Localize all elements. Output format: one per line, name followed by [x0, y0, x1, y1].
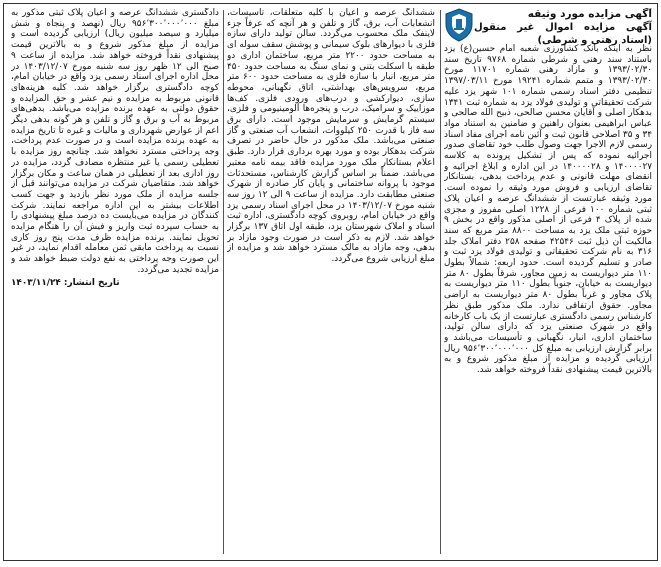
notice-title: آگهی مزایده مورد وثیقه	[527, 8, 652, 20]
right-column	[444, 8, 652, 556]
judiciary-registry-emblem-icon	[444, 8, 474, 42]
middle-column	[227, 8, 435, 556]
column-divider	[440, 10, 441, 554]
left-column	[11, 8, 219, 556]
notice-subtitle: آگهی مزایده اموال غیر منقول (اسناد رهنی و شرطی)	[474, 22, 652, 46]
notice-body-middle: ششدانگ عرصه و اعیان با کلیه متعلقات، تأسیسات، انشعابات آب، برق، گاز و تلفن و هر آنچه که عرفاً جزء لاینفک ملک محسوب می‌گردد. سالن تولید دارای سازه فلزی با دیوارهای بلوک سیمانی و پوشش سقف سوله ای به مساحت حدود ۲۲۰۰ متر مربع، ساختمان اداری دو طبقه با اسکلت بتنی و نمای سنگ به مساحت حدود ۴۵۰ متر مربع، انبار با سازه فلزی به مساحت حدود ۶۰۰ متر مربع، سرویس‌های بهداشتی، اتاق نگهبانی، محوطه سازی، دیوارکشی و درب‌های ورودی فلزی. کف‌ها موزاییک و سرامیک، درب و پنجره‌ها آلومینیومی و فلزی، سیستم گرمایش و سرمایش موجود است. دارای برق سه فاز با قدرت ۲۵۰ کیلووات، انشعاب آب صنعتی و گاز صنعتی می‌باشد. ملک مذکور در حال حاضر در تصرف شرکت بدهکار بوده و مورد بهره برداری قرار دارد. طبق اعلام بستانکار ملک مورد مزایده فاقد بیمه نامه معتبر می‌باشد. ضمناً بر اساس گزارش کارشناس، مستحدثات موجود با پروانه ساختمانی و پایان کار صادره از شهرک صنعتی مطابقت دارد. مزایده از ساعت ۹ الی ۱۲ روز سه شنبه مورخ ۱۴۰۳/۱۲/۰۷ در محل اجرای اسناد رسمی یزد واقع در خیابان امام، روبروی کوچه دادگستری، اداره ثبت اسناد و املاک شهرستان یزد، طبقه اول اتاق ۱۳۷ برگزار خواهد شد. لازم به ذکر است در صورت وجود مازاد بر بدهی، وجه مازاد به مالک مسترد خواهد شد و مزایده از مبلغ ارزیابی شروع می‌گردد.	[227, 8, 435, 265]
column-divider	[223, 10, 224, 554]
publication-date: تاریخ انتشار: ۱۴۰۳/۱۱/۲۴	[11, 277, 120, 288]
notice-header	[444, 8, 652, 46]
notice-body-left: دادگستری ششدانگ عرصه و اعیان پلاک ثبتی مذکور به مبلغ ۹۵۶٬۳۰۰٬۰۰۰٬۰۰۰ ریال (نهصد و پنجاه و شش میلیارد و سیصد میلیون ریال) ارزیابی گردیده است و مزایده از مبلغ مذکور شروع و به بالاترین قیمت پیشنهادی نقداً فروخته خواهد شد. مزایده از ساعت ۹ صبح الی ۱۲ ظهر روز سه شنبه مورخ ۱۴۰۳/۱۲/۰۷ در محل اداره اجرای اسناد رسمی یزد واقع در خیابان امام، کوچه دادگستری برگزار خواهد شد. کلیه هزینه‌های قانونی مربوط به مزایده و نیم عشر و حق المزایده و حقوق دولتی به عهده برنده مزایده می‌باشد. بدهی‌های مربوط به آب و برق و گاز و تلفن و هر گونه بدهی دیگر اعم از عوارض شهرداری و مالیات و غیره تا تاریخ مزایده به عهده برنده مزایده است و در صورت عدم پرداخت، وجه پرداختی مسترد نخواهد شد. چنانچه روز مزایده با تعطیلی رسمی یا غیر منتظره مصادف گردد، مزایده در روز اداری بعد از تعطیلی در همان ساعت و مکان برگزار خواهد شد. متقاضیان شرکت در مزایده می‌توانند قبل از جلسه مزایده از ملک مورد نظر بازدید و جهت کسب اطلاعات بیشتر به این اداره مراجعه نمایند. شرکت کنندگان در مزایده می‌بایست ده درصد مبلغ پیشنهادی را به حساب سپرده ثبت واریز و فیش آن را هنگام مزایده تحویل نمایند. برنده مزایده ظرف مدت پنج روز کاری نسبت به پرداخت مابقی ثمن معامله اقدام نماید، در غیر این صورت وجه پرداختی به نفع دولت ضبط خواهد شد و مزایده تجدید می‌گردد.	[11, 8, 219, 275]
notice-body-right: نظر به اینکه بانک کشاورزی شعبه امام حسین(ع) یزد باستناد سند رهنی و شرطی شماره ۹۷۶۸ تاریخ سند ۱۳۹۳/۰۲/۳۰ و مازاد رهنی شماره ۱۱۷۰۱ مورخ ۱۳۹۳/۰۲/۳۰ و متمم شماره ۱۹۲۴۱ مورخ ۱۳۹۷/۰۳/۱۱ تنظیمی دفتر اسناد رسمی شماره ۱۰۱ شهر یزد علیه شرکت تحقیقاتی و تولیدی فولاد یزد به شماره ثبت ۱۳۴۱ بدهکار اصلی و آقایان محسن صالحی، ذبیح الله صالحی و عباس ابراهیمی بعنوان راهنین و ضامنین به استناد مواد ۳۴ و ۳۵ اصلاحی قانون ثبت و آئین نامه اجرای مفاد اسناد رسمی لازم الاجرا جهت وصول طلب خود تقاضای صدور اجرائیه نموده که پس از تشکیل پرونده به کلاسه ۱۴۰۰۰۰۲۷ و ۱۴۰۰۰۰۲۸ در این اداره و ابلاغ اجرائیه و انقضای مهلت قانونی و عدم پرداخت بدهی، بستانکار تقاضای ارزیابی و فروش مورد وثیقه را نموده است. مورد وثیقه عبارتست از ششدانگ عرصه و اعیان پلاک ثبتی شماره ۱۰۰ فرعی از ۱۲۲۸ اصلی مفروز و مجزی شده از پلاک ۴ فرعی از اصلی مذکور واقع در بخش ۹ حوزه ثبتی ملک یزد به مساحت ۸۸۰۰ متر مربع که سند مالکیت آن ذیل ثبت ۴۲۵۴۶ صفحه ۲۵۸ دفتر املاک جلد ۳۱۶ به نام شرکت تحقیقاتی و تولیدی فولاد یزد ثبت و صادر و تسلیم گردیده است. حدود اربعه: شمالاً بطول ۱۱۰ متر دیواریست به زمین مجاور، شرقاً بطول ۸۰ متر دیواریست به خیابان، جنوباً بطول ۱۱۰ متر دیواریست به پلاک مجاور و غرباً بطول ۸۰ متر دیواریست به اراضی مجاور. حقوق ارتفاقی ندارد. ملک مذکور طبق نظر کارشناس رسمی دادگستری عبارتست از یک باب کارخانه واقع در شهرک صنعتی یزد که دارای سالن تولید، ساختمان اداری، انبار، نگهبانی و تأسیسات می‌باشد و برابر گزارش ارزیابی به مبلغ کل ۹۵۶٬۳۰۰٬۰۰۰٬۰۰۰ ریال ارزیابی گردیده و مزایده از مبلغ مذکور شروع و به بالاترین قیمت پیشنهادی نقداً فروخته خواهد شد.	[444, 44, 652, 376]
notice-page	[3, 3, 658, 561]
